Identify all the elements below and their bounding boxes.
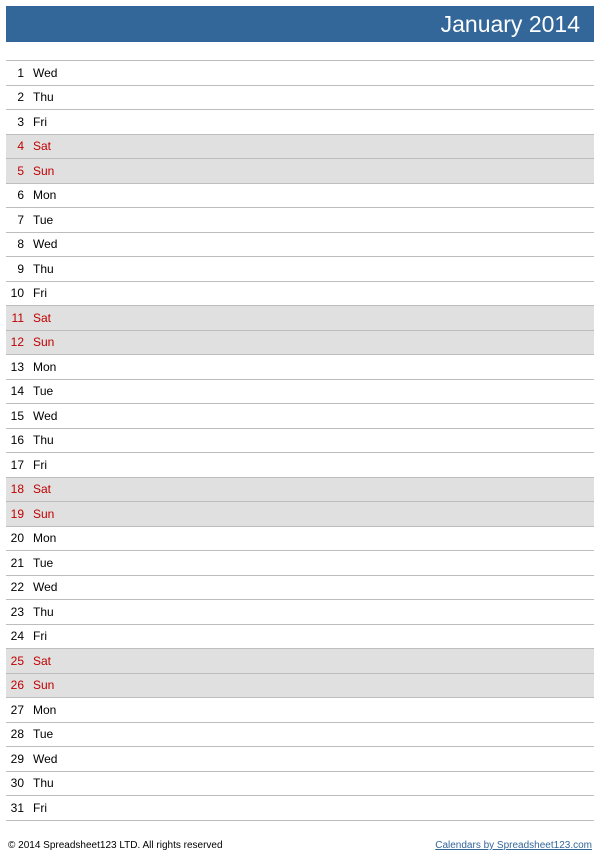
day-number: 15 <box>10 408 24 423</box>
calendar-header <box>6 6 594 42</box>
day-number: 29 <box>10 751 24 766</box>
day-row <box>6 674 594 699</box>
day-row <box>6 747 594 772</box>
day-number: 25 <box>10 653 24 668</box>
day-row <box>6 453 594 478</box>
day-number: 26 <box>10 678 24 693</box>
day-number: 4 <box>17 139 24 154</box>
day-row <box>6 576 594 601</box>
day-of-week: Tue <box>33 212 54 227</box>
day-of-week: Sun <box>33 506 55 521</box>
day-row <box>6 502 594 527</box>
day-row <box>6 649 594 674</box>
day-of-week: Sat <box>33 310 52 325</box>
day-row <box>6 772 594 797</box>
day-of-week: Mon <box>33 702 57 717</box>
day-row <box>6 208 594 233</box>
day-row <box>6 527 594 552</box>
day-of-week: Mon <box>33 531 57 546</box>
day-row <box>6 331 594 356</box>
day-row <box>6 282 594 307</box>
day-number: 18 <box>10 482 24 497</box>
day-row <box>6 86 594 111</box>
day-of-week: Mon <box>33 188 57 203</box>
calendars-link[interactable]: Calendars by Spreadsheet123.com <box>435 840 592 851</box>
day-number: 20 <box>10 531 24 546</box>
day-row <box>6 380 594 405</box>
day-number: 27 <box>10 702 24 717</box>
day-number: 8 <box>17 237 24 252</box>
day-of-week: Wed <box>33 408 58 423</box>
day-row <box>6 478 594 503</box>
day-number: 22 <box>10 580 24 595</box>
day-row <box>6 61 594 86</box>
day-number: 1 <box>17 65 24 80</box>
day-of-week: Tue <box>33 384 54 399</box>
day-of-week: Wed <box>33 65 58 80</box>
day-number: 19 <box>10 506 24 521</box>
day-number: 17 <box>10 457 24 472</box>
day-number: 28 <box>10 727 24 742</box>
day-row <box>6 600 594 625</box>
day-row <box>6 404 594 429</box>
day-of-week: Thu <box>33 261 54 276</box>
day-number: 7 <box>17 212 24 227</box>
day-of-week: Wed <box>33 751 58 766</box>
day-of-week: Sun <box>33 678 55 693</box>
day-of-week: Sat <box>33 139 52 154</box>
day-of-week: Thu <box>33 604 54 619</box>
day-row <box>6 625 594 650</box>
day-row <box>6 159 594 184</box>
day-row <box>6 723 594 748</box>
day-of-week: Wed <box>33 237 58 252</box>
day-of-week: Mon <box>33 359 57 374</box>
day-of-week: Fri <box>33 457 47 472</box>
day-of-week: Thu <box>33 433 54 448</box>
day-row <box>6 698 594 723</box>
day-number: 21 <box>10 555 24 570</box>
day-number: 16 <box>10 433 24 448</box>
day-number: 5 <box>17 163 24 178</box>
day-of-week: Thu <box>33 776 54 791</box>
day-of-week: Fri <box>33 629 47 644</box>
day-number: 30 <box>10 776 24 791</box>
day-row <box>6 429 594 454</box>
day-number: 14 <box>10 384 24 399</box>
day-of-week: Sun <box>33 335 55 350</box>
page-title: January 2014 <box>440 11 580 37</box>
day-number: 9 <box>17 261 24 276</box>
day-number: 23 <box>10 604 24 619</box>
day-of-week: Fri <box>33 286 47 301</box>
day-of-week: Fri <box>33 800 47 815</box>
day-of-week: Sat <box>33 653 52 668</box>
day-row <box>6 233 594 258</box>
day-number: 2 <box>17 90 24 105</box>
day-row <box>6 355 594 380</box>
day-number: 10 <box>10 286 24 301</box>
day-number: 13 <box>10 359 24 374</box>
day-number: 24 <box>10 629 24 644</box>
day-number: 6 <box>17 188 24 203</box>
day-number: 12 <box>10 335 24 350</box>
day-row <box>6 110 594 135</box>
day-row <box>6 551 594 576</box>
day-of-week: Tue <box>33 555 54 570</box>
day-row <box>6 184 594 209</box>
day-row <box>6 257 594 282</box>
day-row <box>6 796 594 821</box>
day-of-week: Wed <box>33 580 58 595</box>
day-number: 11 <box>11 310 24 325</box>
day-of-week: Tue <box>33 727 54 742</box>
day-list <box>6 60 594 821</box>
day-of-week: Sat <box>33 482 52 497</box>
day-of-week: Thu <box>33 90 54 105</box>
copyright-text: © 2014 Spreadsheet123 LTD. All rights reserved <box>8 840 223 851</box>
day-row <box>6 306 594 331</box>
day-of-week: Fri <box>33 114 47 129</box>
day-number: 31 <box>10 800 24 815</box>
day-number: 3 <box>17 114 24 129</box>
day-row <box>6 135 594 160</box>
day-of-week: Sun <box>33 163 55 178</box>
